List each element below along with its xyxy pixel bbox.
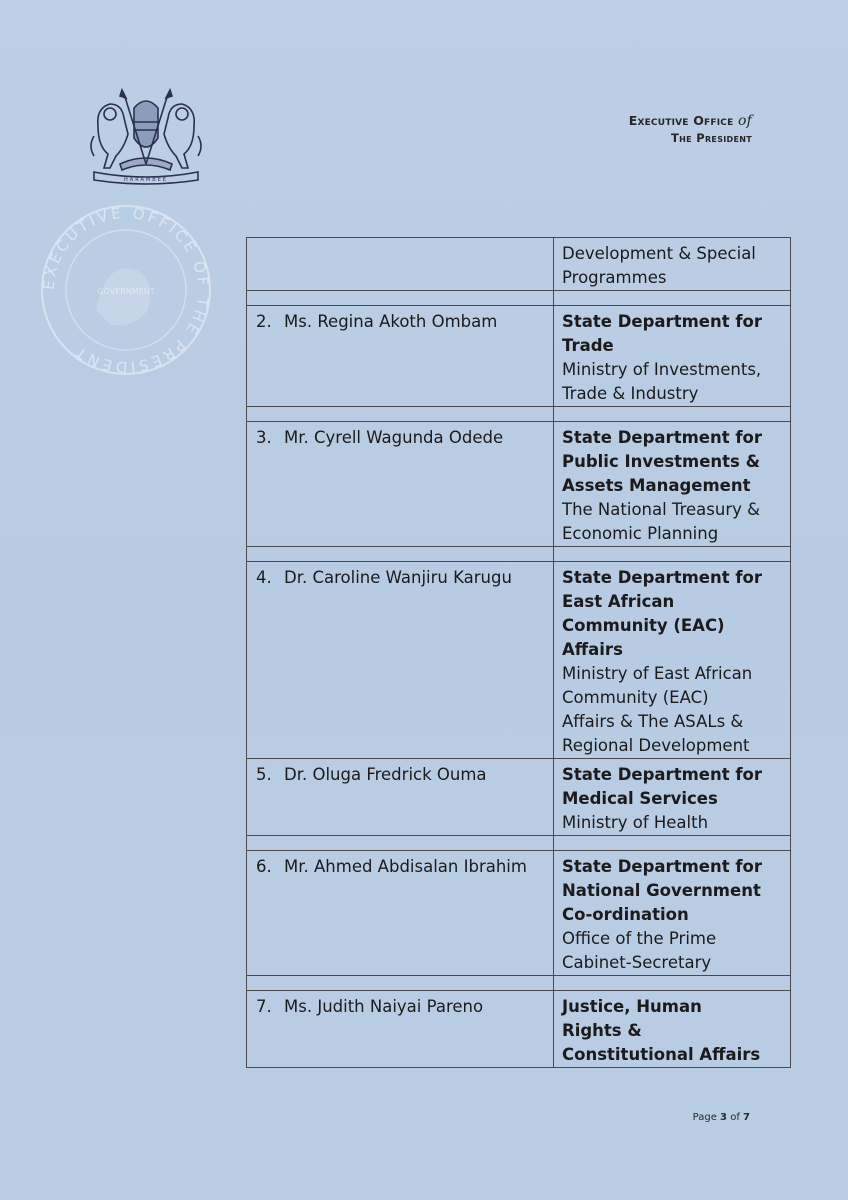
page-current: 3 [720,1112,728,1123]
ministry-line: Development & Special [562,244,756,263]
ministry-line: Economic Planning [562,524,719,543]
state-department-line: State Department for [562,312,762,331]
department-cell [554,759,791,836]
appointee [247,759,553,787]
spacer-cell [554,291,791,306]
office-line2: The President [671,131,752,145]
spacer-cell [554,407,791,422]
table-spacer-row [247,976,791,991]
office-heading [629,112,752,147]
ministry-line: Affairs & The ASALs & [562,712,744,731]
spacer-cell [247,836,554,851]
table-row-continued [247,238,791,291]
state-department-line: Rights & [562,1021,642,1040]
ministry-line: Office of the Prime [562,929,717,948]
row-number: 5. [256,765,272,784]
state-department-line: State Department for [562,428,762,447]
page-of: of [730,1112,740,1123]
state-department-line: State Department for [562,765,762,784]
appointee [247,422,553,450]
appointee [247,562,553,590]
table-spacer-row [247,836,791,851]
state-department-line: East African [562,592,675,611]
row-number: 6. [256,857,272,876]
ministry-line: Community (EAC) [562,688,709,707]
state-department-line: Trade [562,336,614,355]
state-department-line: Public Investments & [562,452,760,471]
spacer-cell [554,836,791,851]
department-cell [554,238,791,291]
ministry-line: Cabinet-Secretary [562,953,712,972]
state-department-line: National Government [562,881,761,900]
table-row [247,851,791,976]
appointee [247,306,553,334]
table-row [247,759,791,836]
spacer-cell [247,407,554,422]
name-cell [247,238,554,291]
row-number: 4. [256,568,272,587]
state-department-line: State Department for [562,568,762,587]
appointee-name: Mr. Cyrell Wagunda Odede [284,428,504,447]
table-row [247,306,791,407]
embossed-seal-icon [36,200,216,380]
state-department-line: Co-ordination [562,905,689,924]
appointee-name: Dr. Caroline Wanjiru Karugu [284,568,512,587]
ministry-line: The National Treasury & [562,500,760,519]
appointee-name: Ms. Judith Naiyai Pareno [284,997,484,1016]
ministry-line: Programmes [562,268,667,287]
state-department-line: Constitutional Affairs [562,1045,761,1064]
table-row [247,991,791,1068]
appointments-table-body [247,238,791,1068]
ministry-line: Ministry of Investments, [562,360,762,379]
department-cell [554,422,791,547]
department-cell [554,991,791,1068]
appointee [247,991,553,1019]
name-cell [247,991,554,1068]
table-row [247,562,791,759]
name-cell [247,306,554,407]
appointee [247,851,553,879]
row-number: 2. [256,312,272,331]
spacer-cell [554,547,791,562]
page-total: 7 [743,1112,750,1123]
ministry-line: Regional Development [562,736,750,755]
ministry-line: Ministry of East African [562,664,753,683]
seal-inner-text: GOVERNMENT [97,287,155,296]
spacer-cell [554,976,791,991]
table-row [247,422,791,547]
crest-motto: HARAMBEE [124,177,168,183]
name-cell [247,759,554,836]
row-number: 7. [256,997,272,1016]
name-cell [247,422,554,547]
page-number [693,1112,750,1123]
state-department-line: Assets Management [562,476,751,495]
row-number: 3. [256,428,272,447]
page-label: Page [692,1112,717,1123]
name-cell [247,851,554,976]
office-of: of [737,113,752,129]
state-department-line: Community (EAC) [562,616,725,635]
appointee-name: Mr. Ahmed Abdisalan Ibrahim [284,857,527,876]
state-department-line: State Department for [562,857,762,876]
department-cell [554,851,791,976]
ministry-line: Trade & Industry [562,384,699,403]
appointments-table [246,237,791,1068]
appointee-name: Ms. Regina Akoth Ombam [284,312,498,331]
name-cell [247,562,554,759]
table-spacer-row [247,291,791,306]
office-line1: Executive Office [628,113,734,128]
department-cell [554,562,791,759]
seal-text: EXECUTIVE OFFICE OF THE PRESIDENT [39,203,213,377]
spacer-cell [247,547,554,562]
department-cell [554,306,791,407]
ministry-line: Ministry of Health [562,813,709,832]
appointee-name: Dr. Oluga Fredrick Ouma [284,765,487,784]
state-department-line: Justice, Human [562,997,702,1016]
table-spacer-row [247,547,791,562]
table-spacer-row [247,407,791,422]
coat-of-arms-icon [84,86,208,186]
spacer-cell [247,976,554,991]
spacer-cell [247,291,554,306]
state-department-line: Medical Services [562,789,718,808]
state-department-line: Affairs [562,640,623,659]
